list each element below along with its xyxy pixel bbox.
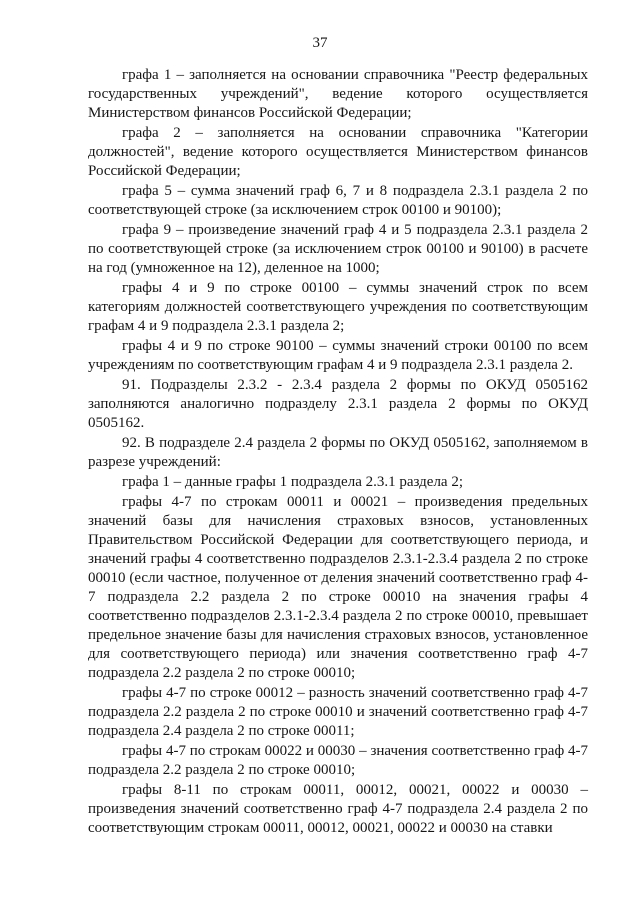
- paragraph: графы 8-11 по строкам 00011, 00012, 00021, 00022 и 00030 – произведения значений соответственно граф 4-7 подраздела 2.4 раздела 2 по соответствующим строкам 00011, 00012, 00021, 00022 и 00030 на ставки: [88, 782, 588, 836]
- paragraph: графы 4-7 по строке 00012 – разность значений соответственно граф 4-7 подраздела 2.2 раздела 2 по строке 00010 и значений соответственно граф 4-7 подраздела 2.4 раздела 2 по строке 00011;: [88, 685, 588, 739]
- paragraph: графа 5 – сумма значений граф 6, 7 и 8 подраздела 2.3.1 раздела 2 по соответствующей строке (за исключением строк 00100 и 90100);: [88, 183, 588, 218]
- paragraph: графы 4-7 по строкам 00011 и 00021 – произведения предельных значений базы для начисления страховых взносов, установленных Правительством Российской Федерации для соответствующего периода, и значений графы 4 соответственно подразделов 2.3.1-2.3.4 раздела 2 по строке 00010 (если частное, полученное от деления значений соответственно граф 4-7 подраздела 2.2 раздела 2 по строке 00010 на значения графы 4 соответственно подразделов 2.3.1-2.3.4 раздела 2 по строке 00010, превышает предельное значение базы для начисления страховых взносов, установленное для соответствующего периода) или значения соответственно граф 4-7 подраздела 2.2 раздела 2 по строке 00010;: [88, 494, 588, 681]
- paragraph: графа 9 – произведение значений граф 4 и 5 подраздела 2.3.1 раздела 2 по соответствующей строке (за исключением строк 00100 и 90100) в расчете на год (умноженное на 12), деленное на 1000;: [88, 222, 588, 276]
- paragraph: графы 4 и 9 по строке 90100 – суммы значений строки 00100 по всем учреждениям по соответствующим графам 4 и 9 подраздела 2.3.1 раздела 2.: [88, 338, 588, 373]
- paragraph: 91. Подразделы 2.3.2 - 2.3.4 раздела 2 формы по ОКУД 0505162 заполняются аналогично подразделу 2.3.1 раздела 2 формы по ОКУД 0505162.: [88, 377, 588, 431]
- page-number: 37: [312, 35, 328, 51]
- paragraph: графы 4-7 по строкам 00022 и 00030 – значения соответственно граф 4-7 подраздела 2.2 раздела 2 по строке 00010;: [88, 743, 588, 778]
- paragraph: графа 1 – данные графы 1 подраздела 2.3.1 раздела 2;: [122, 474, 464, 490]
- paragraph: графы 4 и 9 по строке 00100 – суммы значений строк по всем категориям должностей соответствующего учреждения по соответствующим графам 4 и 9 подраздела 2.3.1 раздела 2;: [88, 280, 588, 334]
- paragraph: графа 2 – заполняется на основании справочника "Категории должностей", ведение которого осуществляется Министерством финансов Российской Федерации;: [88, 125, 588, 179]
- document-body: [88, 66, 588, 839]
- paragraph: 92. В подразделе 2.4 раздела 2 формы по ОКУД 0505162, заполняемом в разрезе учреждений:: [88, 435, 588, 470]
- paragraph: графа 1 – заполняется на основании справочника "Реестр федеральных государственных учреждений", ведение которого осуществляется Министерством финансов Российской Федерации;: [88, 67, 588, 121]
